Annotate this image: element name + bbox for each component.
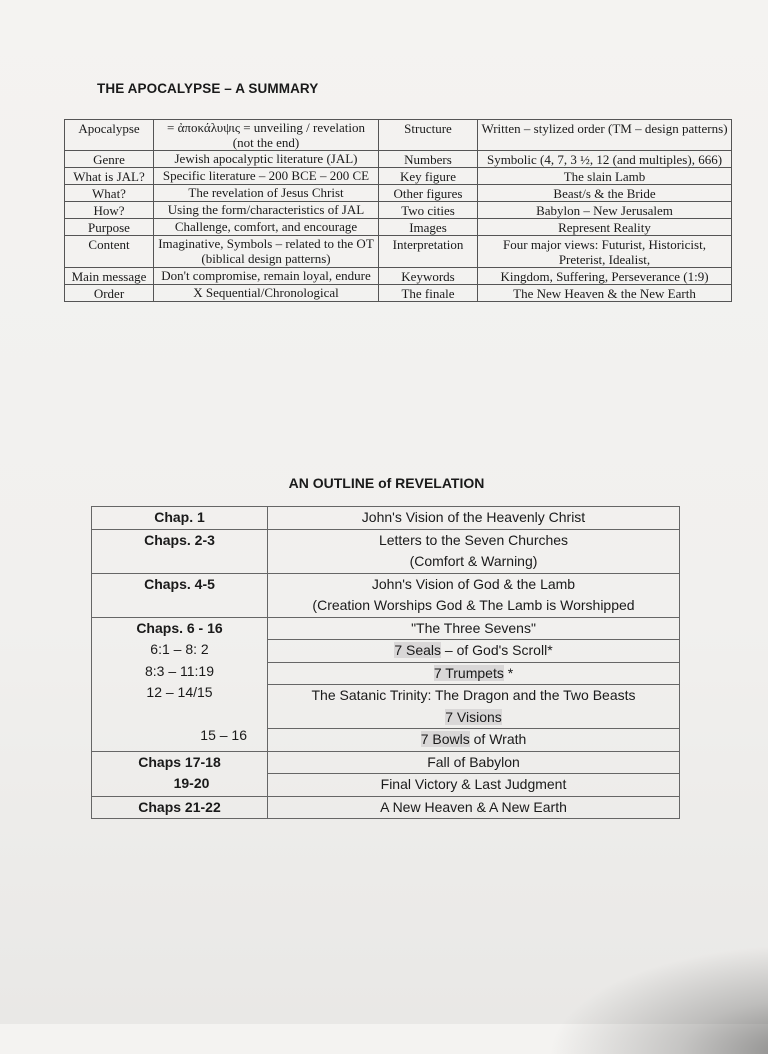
outline-text-cell [268,617,680,751]
summary-term-cell: Key figure [379,168,478,185]
summary-definition-cell: The slain Lamb [478,168,732,185]
chapter-sub-range: 12 – 14/15 [146,684,213,700]
summary-term-cell: Images [379,219,478,236]
outline-text-line [268,707,679,729]
outline-text-line: Fall of Babylon [427,753,520,770]
chapter-cell: Chap. 1 [92,507,268,530]
outline-text-line [268,728,679,751]
outline-table [91,506,680,819]
outline-text-cell [268,751,680,796]
outline-text-line: "The Three Sevens" [411,619,536,636]
summary-term-cell: Numbers [379,151,478,168]
summary-row [65,285,732,302]
summary-term-cell: Genre [65,151,154,168]
chapter-sub-range: 8:3 – 11:19 [144,662,215,679]
outline-text-line [268,662,679,685]
summary-title: THE APOCALYPSE – A SUMMARY [97,81,319,96]
outline-text-line: The Satanic Trinity: The Dragon and the Two Beasts [268,684,679,707]
summary-term-cell: How? [65,202,154,219]
outline-text-cell: A New Heaven & A New Earth [268,796,680,819]
summary-term-cell: What? [65,185,154,202]
chapter-cell: Chaps. 2-3 [92,529,268,573]
outline-text-cell [268,573,680,617]
summary-definition-cell: The New Heaven & the New Earth [478,285,732,302]
summary-definition-cell: Challenge, comfort, and encourage [154,219,379,236]
outline-row [92,529,680,573]
summary-term-cell: Apocalypse [65,120,154,151]
summary-term-cell: Order [65,285,154,302]
outline-text-cell: John's Vision of the Heavenly Christ [268,507,680,530]
summary-row [65,202,732,219]
summary-definition-cell: X Sequential/Chronological [154,285,379,302]
summary-row [65,219,732,236]
summary-definition-cell: Jewish apocalyptic literature (JAL) [154,151,379,168]
summary-row [65,185,732,202]
summary-term-cell: Other figures [379,185,478,202]
summary-term-cell: Content [65,236,154,268]
page-corner-shadow [548,944,768,1054]
highlight-mark: 7 Trumpets [433,664,504,681]
summary-definition-cell: Using the form/characteristics of JAL [154,202,379,219]
outline-text-line: John's Vision of God & the Lamb [371,575,576,592]
chapter-cell [92,751,268,796]
summary-table [64,119,732,302]
outline-row [92,796,680,819]
outline-text-cell [268,529,680,573]
summary-row [65,120,732,151]
summary-definition-cell: Four major views: Futurist, Historicist, Preterist, Idealist, [478,236,732,268]
summary-definition-cell: Specific literature – 200 BCE – 200 CE [154,168,379,185]
outline-row [92,507,680,530]
summary-row [65,236,732,268]
summary-definition-cell: The revelation of Jesus Christ [154,185,379,202]
summary-definition-cell: = ἀποκάλυψις = unveiling / revelation (not the end) [154,120,379,151]
summary-definition-cell: Represent Reality [478,219,732,236]
outline-text-line: Letters to the Seven Churches [378,531,569,548]
summary-definition-cell: Imaginative, Symbols – related to the OT (biblical design patterns) [154,236,379,268]
highlight-mark: 7 Bowls [420,731,470,747]
summary-definition-cell: Symbolic (4, 7, 3 ½, 12 (and multiples), 666) [478,151,732,168]
highlight-mark: 7 Seals [394,642,442,658]
summary-row [65,168,732,185]
text-fragment: – of God's Scroll* [441,642,553,658]
chapter-label: 19-20 [173,775,210,791]
summary-definition-cell: Beast/s & the Bride [478,185,732,202]
chapter-sub-range: 6:1 – 8: 2 [150,641,209,657]
outline-text-line: Final Victory & Last Judgment [268,773,679,796]
outline-row [92,617,680,751]
summary-term-cell: Purpose [65,219,154,236]
chapter-sub-range: 15 – 16 [200,727,247,743]
summary-table-body [65,120,732,302]
outline-row [92,751,680,796]
summary-term-cell: Interpretation [379,236,478,268]
outline-text-line [268,639,679,662]
summary-term-cell: Two cities [379,202,478,219]
outline-title: AN OUTLINE of REVELATION [288,475,485,491]
summary-term-cell: The finale [379,285,478,302]
summary-row [65,151,732,168]
chapter-label: Chaps. 6 - 16 [136,619,223,636]
text-fragment: of Wrath [469,731,527,747]
spacer-line [94,704,265,726]
summary-term-cell: Keywords [379,268,478,285]
summary-definition-cell: Don't compromise, remain loyal, endure [154,268,379,285]
chapter-cell [92,617,268,751]
summary-row [65,268,732,285]
summary-term-cell: Main message [65,268,154,285]
outline-row [92,573,680,617]
summary-definition-cell: Written – stylized order (TM – design patterns) [478,120,732,151]
summary-definition-cell: Babylon – New Jerusalem [478,202,732,219]
outline-text-line: (Comfort & Warning) [409,553,538,569]
highlight-mark: 7 Visions [445,708,502,725]
text-fragment: * [503,664,514,681]
chapter-cell: Chaps. 4-5 [92,573,268,617]
chapter-label: Chaps 17-18 [138,753,221,770]
summary-term-cell: What is JAL? [65,168,154,185]
chapter-cell: Chaps 21-22 [92,796,268,819]
outline-text-line: (Creation Worships God & The Lamb is Worshipped [312,597,635,613]
summary-term-cell: Structure [379,120,478,151]
summary-definition-cell: Kingdom, Suffering, Perseverance (1:9) [478,268,732,285]
